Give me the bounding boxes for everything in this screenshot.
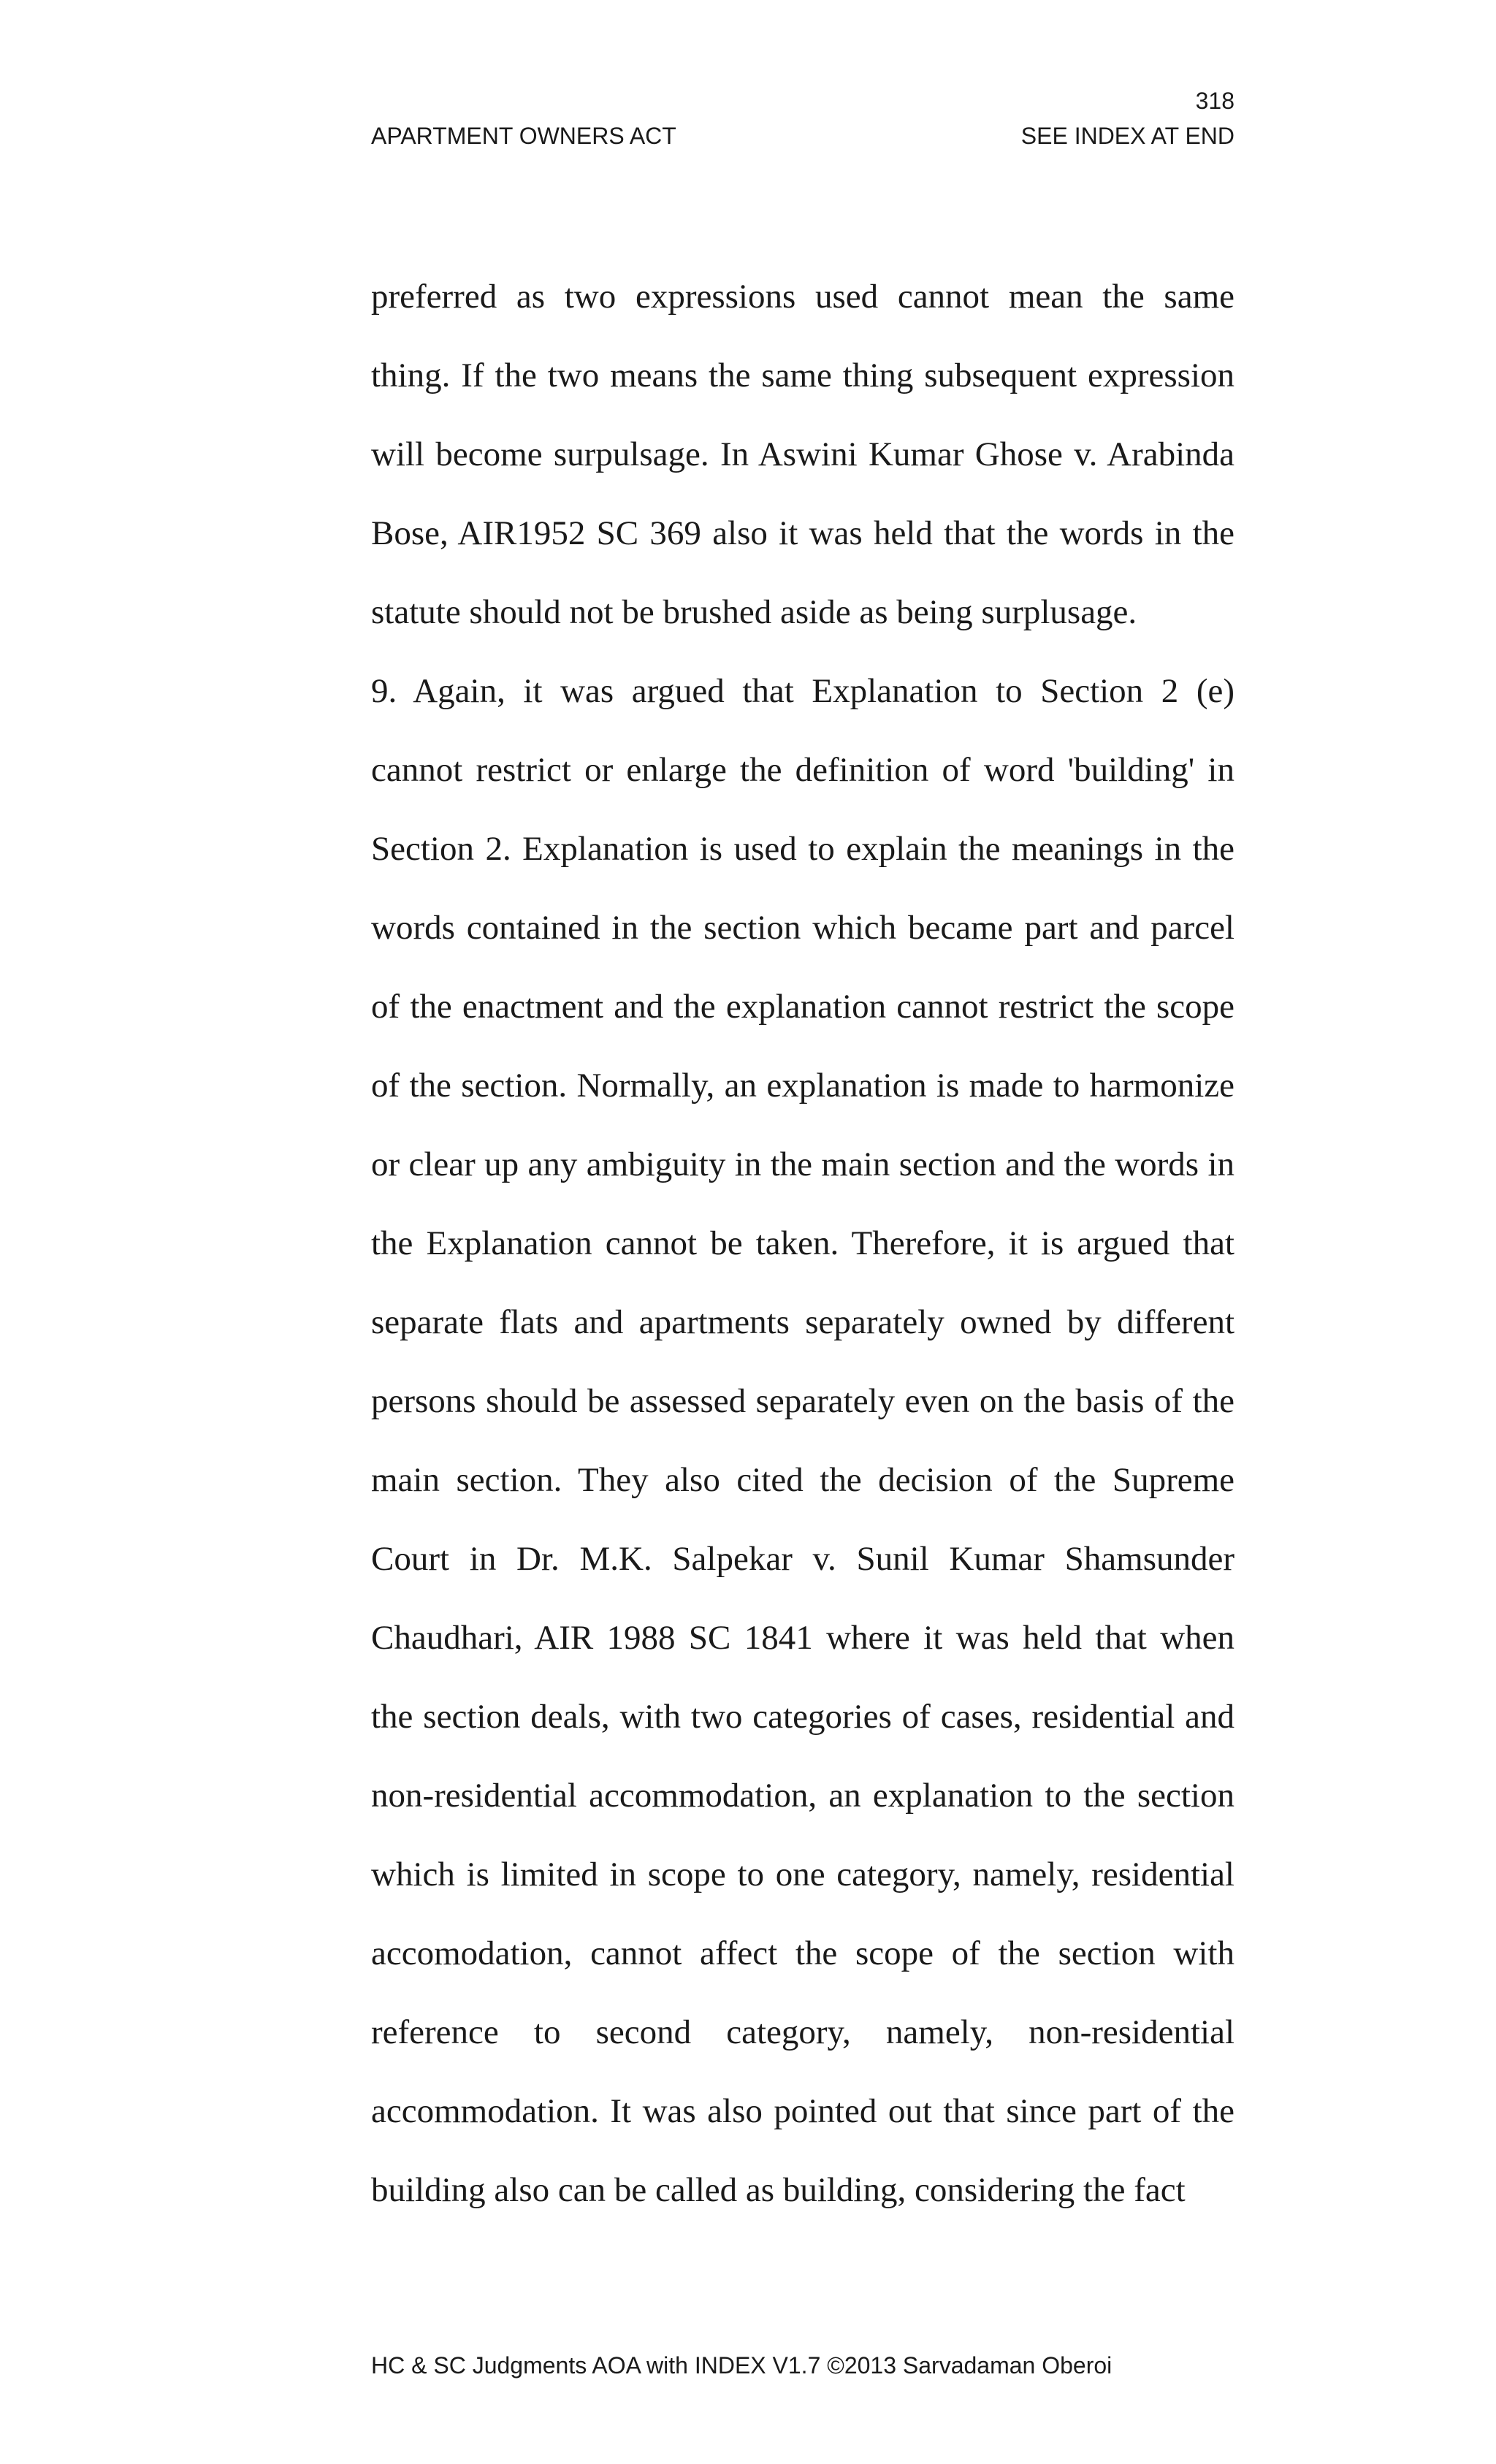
running-header	[371, 121, 1234, 150]
header-left-title: APARTMENT OWNERS ACT	[371, 123, 676, 149]
header-right-title: SEE INDEX AT END	[1020, 123, 1234, 149]
document-body	[371, 257, 1234, 2230]
paragraph-9: 9. Again, it was argued that Explanation to Section 2 (e) cannot restrict or enlarge the definition of word 'building' in Section 2. Explanation is used to explain the meanings in the words contained in the section which became part and parcel of the enactment and the explanation cannot restrict the scope of the section. Normally, an explanation is made to harmonize or clear up any ambiguity in the main section and the words in the Explanation cannot be taken. Therefore, it is argued that separate flats and apartments separately owned by different persons should be assessed separately even on the basis of the main section. They also cited the decision of the Supreme Court in Dr. M.K. Salpekar v. Sunil Kumar Shamsunder Chaudhari, AIR 1988 SC 1841 where it was held that when the section deals, with two categories of cases, residential and non-residential accommodation, an explanation to the section which is limited in scope to one category, namely, residential accomodation, cannot affect the scope of the section with reference to second category, namely, non-residential accommodation. It was also pointed out that since part of the building also can be called as building, considering the fact	[371, 672, 1234, 2209]
page-footer: HC & SC Judgments AOA with INDEX V1.7 ©2013 Sarvadaman Oberoi	[371, 2352, 1113, 2379]
page-number: 318	[1195, 88, 1234, 114]
paragraph-continued: preferred as two expressions used cannot mean the same thing. If the two means the same thing subsequent expression will become surpulsage. In Aswini Kumar Ghose v. Arabinda Bose, AIR1952 SC 369 also it was held that the words in the statute should not be brushed aside as being surplusage.	[371, 278, 1234, 631]
